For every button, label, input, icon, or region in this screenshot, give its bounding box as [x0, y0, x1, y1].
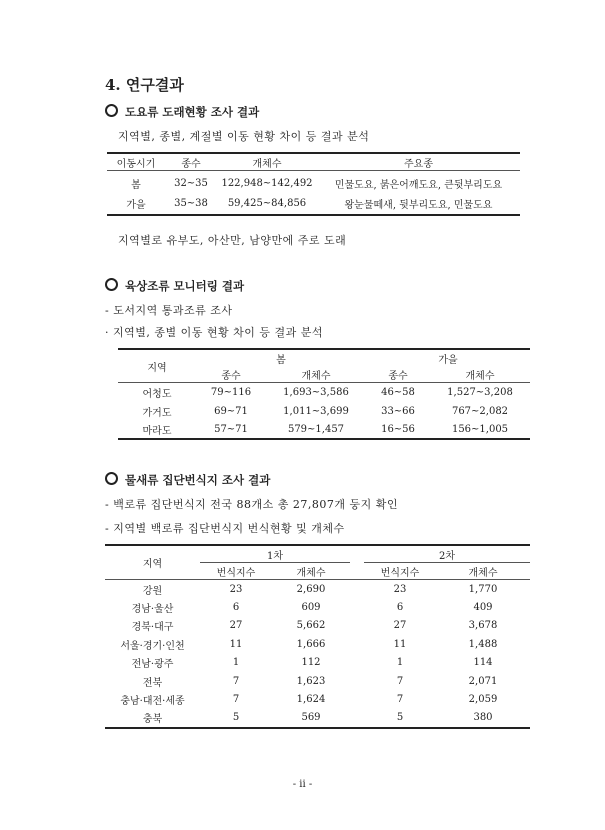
column-header: 종수: [181, 158, 201, 170]
table-cell: 6: [232, 601, 240, 613]
group-header: 1차: [200, 545, 350, 563]
table-cell: 마라도: [142, 425, 172, 437]
table-cell: 59,425~84,856: [227, 197, 307, 209]
table-row: [107, 193, 520, 215]
spacer: [350, 635, 364, 654]
spacer: [350, 672, 364, 691]
table-row: [118, 383, 530, 403]
table-cell: 6: [396, 601, 404, 613]
section-title-text: 도요류 도래현황 조사 결과: [125, 105, 260, 119]
table-cell: 380: [473, 712, 493, 724]
column-header: 번식지수: [380, 567, 420, 579]
table-cell: 409: [473, 601, 493, 613]
spacer: [350, 617, 364, 636]
table-cell: 전남·광주: [131, 659, 174, 671]
table-row: [105, 635, 530, 654]
column-header: 종수: [221, 370, 241, 382]
table-cell: 1,011~3,699: [283, 406, 349, 417]
page-heading: 4. 연구결과: [105, 76, 184, 94]
column-header: 번식지수: [216, 567, 256, 579]
table-cell: 7: [396, 694, 404, 706]
column-header: 종수: [388, 370, 408, 382]
column-header: 개체수: [301, 370, 331, 382]
egret-colony-table: [105, 544, 530, 729]
group-header: 가을: [438, 354, 458, 366]
table-cell: 112: [301, 657, 321, 669]
table-cell: 충남·대전·세종: [120, 696, 185, 708]
table-row: [105, 709, 530, 728]
table-cell: 5,662: [296, 620, 326, 632]
table-cell: 1,488: [468, 638, 498, 650]
table-header-row: [118, 349, 530, 366]
table-cell: 1,666: [296, 638, 326, 650]
section-title-shorebirds: [105, 104, 259, 120]
section-title-landbirds: [105, 278, 244, 294]
group-header: 봄: [276, 354, 286, 366]
section-intro: 지역별, 종별, 계절별 이동 현황 차이 등 결과 분석: [118, 130, 370, 143]
table-row: [105, 598, 530, 617]
table-cell: 11: [229, 638, 243, 650]
section-title-waterbirds: [105, 472, 270, 488]
table-cell: 왕눈물떼새, 뒷부리도요, 민물도요: [344, 199, 493, 211]
column-header: 주요종: [404, 158, 433, 170]
table-cell: 경남·울산: [131, 603, 174, 615]
column-header: 개체수: [465, 370, 495, 382]
table-row: [105, 691, 530, 710]
table-body: [105, 580, 530, 728]
shorebird-table: [107, 152, 520, 216]
table-cell: 7: [232, 694, 240, 706]
column-header: 지역: [105, 545, 200, 580]
spacer: [350, 691, 364, 710]
table-cell: 2,059: [468, 694, 498, 706]
table-cell: 767~2,082: [451, 406, 509, 417]
table-cell: 5: [232, 712, 240, 724]
table-cell: 2,071: [468, 675, 498, 687]
column-header: 지역: [118, 349, 196, 383]
table-cell: 16~56: [381, 423, 415, 435]
spacer: [350, 709, 364, 728]
spacer: [350, 654, 364, 673]
column-header: 이동시기: [116, 158, 156, 170]
table-cell: 1,693~3,586: [283, 387, 349, 399]
circle-bullet-icon: [105, 278, 118, 291]
table-row: [118, 421, 530, 439]
section-line: - 도서지역 통과조류 조사: [105, 304, 233, 317]
table-cell: 69~71: [214, 406, 248, 417]
table-cell: 32~35: [174, 178, 208, 190]
table-header-row: [105, 545, 530, 563]
table-cell: 11: [393, 638, 407, 650]
spacer: [350, 563, 364, 580]
table-cell: 57~71: [214, 423, 248, 435]
table-cell: 7: [396, 675, 404, 687]
table-cell: 114: [473, 657, 493, 669]
table-cell: 봄: [131, 180, 141, 192]
table-cell: 전북: [142, 677, 163, 689]
section-line: · 지역별, 종별 이동 현황 차이 등 결과 분석: [105, 326, 323, 339]
section-title-text: 물새류 집단번식지 조사 결과: [125, 473, 271, 487]
table-cell: 가을: [126, 199, 146, 211]
table-cell: 569: [301, 712, 321, 724]
table-row: [105, 617, 530, 636]
table-row: [118, 403, 530, 421]
circle-bullet-icon: [105, 472, 118, 485]
table-cell: 7: [232, 675, 240, 687]
table-cell: 민물도요, 붉은어깨도요, 큰뒷부리도요: [334, 180, 503, 192]
table-cell: 609: [301, 601, 321, 613]
table-cell: 1,527~3,208: [447, 387, 513, 399]
section-title-text: 육상조류 모니터링 결과: [125, 279, 245, 293]
table-cell: 1: [396, 657, 404, 669]
spacer: [350, 598, 364, 617]
table-cell: 27: [393, 620, 407, 632]
table-row: [105, 654, 530, 673]
table-cell: 23: [393, 583, 407, 595]
table-cell: 충북: [142, 714, 163, 726]
table-cell: 서울·경기·인천: [120, 640, 185, 652]
table-cell: 46~58: [381, 387, 415, 399]
section-line: - 백로류 집단번식지 전국 88개소 총 27,807개 둥지 확인: [105, 498, 398, 511]
table-cell: 156~1,005: [451, 423, 509, 435]
table-cell: 3,678: [468, 620, 498, 632]
group-header: 2차: [364, 545, 530, 563]
table-cell: 27: [229, 620, 243, 632]
table-cell: 5: [396, 712, 404, 724]
section-line: - 지역별 백로류 집단번식지 번식현황 및 개체수: [105, 522, 345, 535]
table-cell: 1: [232, 657, 240, 669]
table-cell: 2,690: [296, 583, 326, 595]
table-row: [105, 580, 530, 599]
table-cell: 23: [229, 583, 243, 595]
table-cell: 강원: [142, 585, 163, 597]
page-number: - ii -: [292, 779, 313, 790]
table-row: [105, 672, 530, 691]
section-note: 지역별로 유부도, 아산만, 남양만에 주로 도래: [118, 234, 347, 247]
table-header-row: [107, 153, 520, 171]
column-header: 개체수: [252, 158, 282, 170]
table-cell: 79~116: [210, 387, 252, 399]
table-row: [107, 171, 520, 193]
table-cell: 579~1,457: [287, 423, 345, 435]
landbird-table: [118, 348, 530, 440]
table-cell: 어청도: [142, 389, 172, 401]
table-cell: 1,623: [296, 675, 326, 687]
column-header: 개체수: [296, 567, 326, 579]
circle-bullet-icon: [105, 104, 118, 117]
spacer: [350, 545, 364, 563]
spacer: [350, 580, 364, 599]
column-header: 개체수: [468, 567, 498, 579]
table-cell: 경북·대구: [131, 622, 174, 634]
table-cell: 가거도: [142, 408, 172, 419]
table-cell: 122,948~142,492: [221, 178, 313, 190]
table-cell: 33~66: [381, 406, 415, 417]
table-cell: 35~38: [174, 197, 208, 209]
table-cell: 1,770: [468, 583, 498, 595]
table-cell: 1,624: [296, 694, 326, 706]
